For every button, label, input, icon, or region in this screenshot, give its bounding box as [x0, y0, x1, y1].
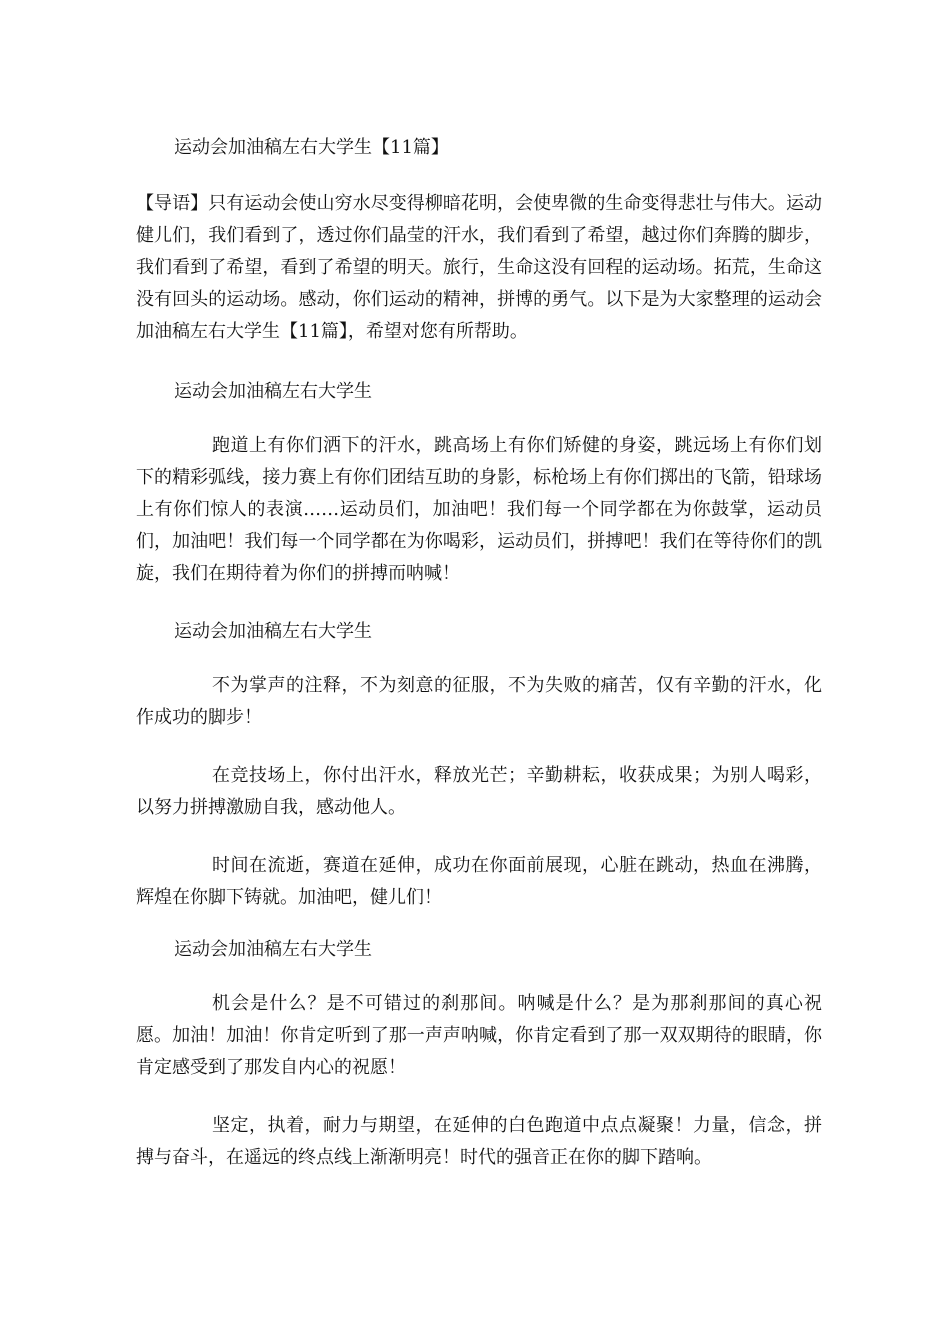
- intro-paragraph: 【导语】只有运动会使山穷水尽变得柳暗花明，会使卑微的生命变得悲壮与伟大。运动健儿们，我们看到了，透过你们晶莹的汗水，我们看到了希望，越过你们奔腾的脚步，我们看到了希望，看到了希望的明天。旅行，生命这没有回程的运动场。拓荒，生命这没有回头的运动场。感动，你们运动的精神，拼博的勇气。以下是为大家整理的运动会加油稿左右大学生【11篇】，希望对您有所帮助。: [136, 193, 822, 342]
- section-paragraph: 机会是什么？是不可错过的刹那间。呐喊是什么？是为那刹那间的真心祝愿。加油！加油！你肯定听到了那一声声呐喊，你肯定看到了那一双双期待的眼睛，你肯定感受到了那发自内心的祝愿！: [136, 993, 822, 1078]
- document-title: 运动会加油稿左右大学生【11篇】: [174, 137, 449, 158]
- section-heading: 运动会加油稿左右大学生: [174, 621, 372, 642]
- section-paragraph: 在竞技场上，你付出汗水，释放光芒；辛勤耕耘，收获成果；为别人喝彩，以努力拼搏激励自我，感动他人。: [136, 765, 822, 818]
- section-paragraph: 坚定，执着，耐力与期望，在延伸的白色跑道中点点凝聚！力量，信念，拼搏与奋斗，在遥远的终点线上渐渐明亮！时代的强音正在你的脚下踏响。: [136, 1115, 822, 1168]
- section-paragraph: 时间在流逝，赛道在延伸，成功在你面前展现，心脏在跳动，热血在沸腾，辉煌在你脚下铸就。加油吧，健儿们！: [136, 855, 822, 908]
- section-heading: 运动会加油稿左右大学生: [174, 381, 372, 402]
- section-paragraph: 跑道上有你们洒下的汗水，跳高场上有你们矫健的身姿，跳远场上有你们划下的精彩弧线，接力赛上有你们团结互助的身影，标枪场上有你们掷出的飞箭，铅球场上有你们惊人的表演……运动员们，加油吧！我们每一个同学都在为你鼓掌，运动员们，加油吧！我们每一个同学都在为你喝彩，运动员们，拼搏吧！我们在等待你们的凯旋，我们在期待着为你们的拼搏而呐喊！: [136, 435, 822, 584]
- section-heading: 运动会加油稿左右大学生: [174, 939, 372, 960]
- section-paragraph: 不为掌声的注释，不为刻意的征服，不为失败的痛苦，仅有辛勤的汗水，化作成功的脚步！: [136, 675, 822, 728]
